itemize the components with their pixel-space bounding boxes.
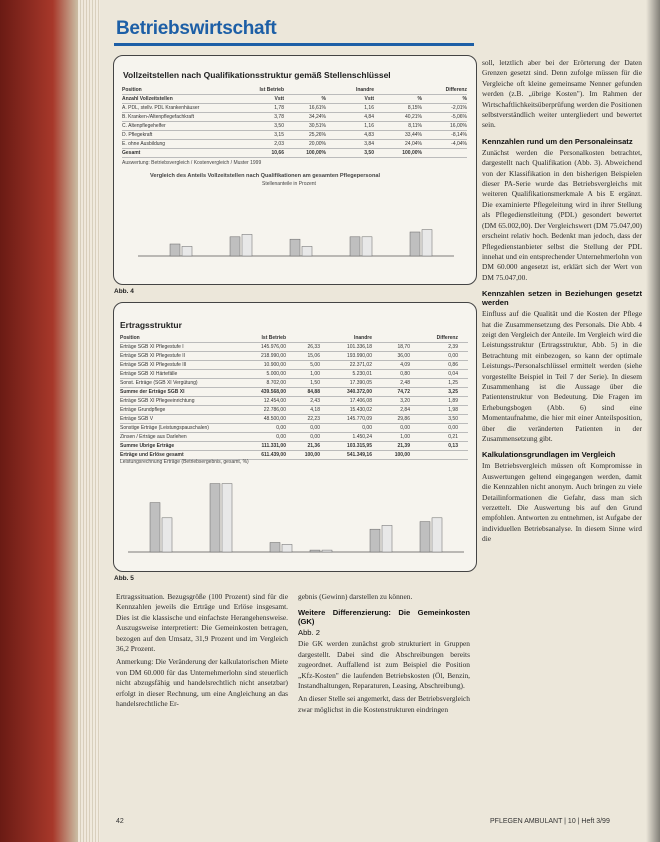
figure-4-source: Auswertung: Betriebsvergleich / Kostenvergleich / Muster 1999	[122, 160, 262, 166]
table-cell: 3,78	[274, 114, 284, 120]
table-cell: 0,00	[448, 425, 458, 431]
table-cell: 1,00	[310, 371, 320, 377]
table-cell: 1,00	[400, 434, 410, 440]
chart-bar	[290, 239, 300, 256]
table-cell: 15.430,02	[349, 407, 372, 413]
table-cell: 439.568,00	[260, 389, 286, 395]
table-row	[120, 433, 468, 442]
chart-bar	[432, 518, 442, 552]
table-cell: 145.770,09	[346, 416, 372, 422]
table-cell: 1,16	[364, 105, 374, 111]
chart-bar	[162, 518, 172, 552]
table-cell: 0,00	[400, 425, 410, 431]
table-cell: 18,70	[397, 344, 410, 350]
table-cell: 2,84	[400, 407, 410, 413]
table-cell: 193.990,00	[346, 353, 372, 359]
col3-lead: soll, letztlich aber bei der Erörterung der Daten Grenzen gesetzt sind. Denn zufolge müssen für die Vergleiche oft kleine gemeinsame Nenner gefunden werden (z.B. „übrige Kosten"). Im Rahmen der Wirtschaftlichkeitsüberprüfung werden die Positionen selbstverständlich weiter untergliedert und bewertet sein.	[482, 58, 642, 130]
table-cell: Vstt	[274, 96, 284, 102]
table-cell: E. ohne Ausbildung	[122, 141, 166, 147]
figure-5-label: Abb. 5	[114, 575, 134, 582]
table-cell: 4,83	[364, 132, 374, 138]
table-cell: Gesamt	[122, 150, 141, 156]
table-cell: 0,21	[448, 434, 458, 440]
table-cell: B. Kranken-/Altenpflegefachkraft	[122, 114, 194, 120]
table-cell: Erträge SGB V	[120, 416, 154, 422]
table-cell: 74,72	[397, 389, 410, 395]
table-row	[120, 343, 468, 352]
table-cell: 3,20	[400, 398, 410, 404]
table-cell: 5.230,01	[352, 371, 372, 377]
col1-para-2: Anmerkung: Die Veränderung der kalkulatorischen Miete von DM 60.000 für das Unternehmerlohn sind steuerlich nicht abzugsfähig und handelsrechtlich nicht ansetzbar) erfolgt in dieser Rechnung, um eine Angleichung an das handelsrechtliche Er-	[116, 657, 288, 709]
table-cell: 20,00%	[309, 141, 326, 147]
table-cell: 16,00%	[450, 123, 467, 129]
table-row	[122, 104, 467, 113]
table-cell: 8,15%	[407, 105, 422, 111]
table-cell: Erträge Grundpflege	[120, 407, 166, 413]
col3-heading-1: Kennzahlen rund um den Personaleinsatz	[482, 136, 633, 146]
table-cell: 3,15	[274, 132, 284, 138]
table-cell: Erträge SGB XI Pflegestufe II	[120, 353, 186, 359]
section-title: Betriebswirtschaft	[116, 18, 277, 39]
header-rule	[114, 43, 474, 46]
table-cell: 25,26%	[309, 132, 326, 138]
table-row	[120, 352, 468, 361]
figure-4-table	[122, 86, 467, 158]
table-cell: 100,00	[304, 452, 320, 458]
table-cell: 0,00	[310, 434, 320, 440]
chart-bar	[350, 237, 360, 256]
table-row	[120, 370, 468, 379]
table-cell: 16,61%	[309, 105, 326, 111]
table-cell: 8,11%	[408, 123, 422, 129]
table-cell: Position	[120, 335, 140, 341]
table-cell: 3,25	[448, 389, 458, 395]
table-cell: 0,00	[362, 425, 372, 431]
table-cell: C. Altenpflegehelfer	[122, 123, 166, 129]
figure-4-chart-title: Vergleich des Anteils Vollzeitstellen nach Qualifikationen am gesamten Pflegepersonal	[150, 173, 381, 179]
chart-bar	[420, 522, 430, 552]
chart-bar	[242, 234, 252, 256]
table-cell: 0,04	[448, 371, 458, 377]
table-cell: Position	[122, 87, 142, 93]
table-cell: 1,98	[448, 407, 458, 413]
table-cell: 1,16	[364, 123, 374, 129]
figure-5-chart	[120, 470, 470, 566]
table-cell: 2,03	[274, 141, 284, 147]
table-cell: 15,06	[307, 353, 320, 359]
table-cell: Differenz	[445, 87, 467, 93]
table-cell: D. Pflegekraft	[122, 132, 153, 138]
table-cell: Summe Übrige Erträge	[120, 443, 175, 449]
table-row	[122, 131, 467, 140]
table-cell: 17.406,08	[349, 398, 372, 404]
figure-4-label: Abb. 4	[114, 288, 134, 295]
table-cell: 1,89	[448, 398, 458, 404]
table-row	[120, 334, 468, 343]
col1-para-1: Ertragssituation. Bezugsgröße (100 Prozent) sind für die Kennzahlen jeweils die Erträge und Erlöse insgesamt. Dies ist die klassische und einfachste Herangehensweise. Auszugsweise interpretiert: Die Gemeinkosten betragen, bezogen auf den Umsatz, 31,9 Prozent und im Vergleich 36,2 Prozent.	[116, 592, 288, 654]
table-cell: 8.702,00	[266, 380, 286, 386]
table-cell: 1,50	[310, 380, 320, 386]
figure-5-note: Leistungsrechnung Erträge (Betriebsergebnis, gesamt, %)	[120, 459, 249, 465]
table-cell: Sonstige Erträge (Leistungspauschalen)	[120, 425, 209, 431]
chart-bar	[410, 232, 420, 256]
table-cell: 29,86	[397, 416, 410, 422]
table-cell: Inandre	[355, 87, 374, 93]
table-cell: Inandre	[353, 335, 372, 341]
table-cell: -8,14%	[451, 132, 467, 138]
table-row	[120, 442, 468, 451]
table-row	[122, 140, 467, 149]
col3-para-3: Im Betriebsvergleich müssen oft Kompromisse in Auswertungen geltend eingegangen werden, damit die Kennzahlen nicht anonym. Auch bringen zu viele Detailinformationen die Gefahr, dass man sich verzettelt. Die Auswertung bis auf den Grund empfohlen. Antworten zu entnehmen, ist Aufgabe der individuellen Betriebsanalyse. In diesem Sinne wird die	[482, 461, 642, 544]
table-cell: 111.331,00	[261, 443, 286, 449]
table-row	[122, 122, 467, 131]
article-column-2	[298, 592, 470, 718]
table-row	[120, 388, 468, 397]
page-number: 42	[116, 818, 124, 825]
chart-bar	[270, 543, 280, 553]
figure-5-table	[120, 334, 468, 460]
table-cell: 33,44%	[405, 132, 422, 138]
table-cell: 3,84	[364, 141, 374, 147]
chart-bar	[150, 503, 160, 552]
table-cell: 100,00%	[306, 150, 326, 156]
table-row	[120, 379, 468, 388]
table-cell: 340.372,00	[346, 389, 372, 395]
table-cell: 2,48	[400, 380, 410, 386]
table-cell: 10.900,00	[263, 362, 286, 368]
table-cell: 12.454,00	[263, 398, 286, 404]
table-cell: 84,88	[307, 389, 320, 395]
table-cell: Vstt	[364, 96, 374, 102]
chart-bar	[210, 484, 220, 552]
table-cell: Sonst. Erträge (SGB XI Vergütung)	[120, 380, 198, 386]
table-cell: %	[417, 96, 422, 102]
table-row	[120, 406, 468, 415]
table-row	[122, 149, 467, 158]
table-cell: Summe der Erträge SGB XI	[120, 389, 185, 395]
table-cell: 24,04%	[405, 141, 422, 147]
table-cell: Ist Betrieb	[259, 87, 284, 93]
table-cell: Differenz	[436, 335, 458, 341]
table-cell: 5,00	[310, 362, 320, 368]
col2-heading: Weitere Differenzierung: Die Gemeinkosten (GK)	[298, 608, 470, 627]
table-cell: 0,80	[400, 371, 410, 377]
table-cell: 2,39	[448, 344, 458, 350]
table-cell: 541.349,16	[346, 452, 372, 458]
journal-footer: PFLEGEN AMBULANT | 10 | Heft 3/99	[490, 818, 610, 825]
table-row	[120, 361, 468, 370]
chart-bar	[422, 230, 432, 256]
table-cell: Erträge SGB XI Pflegeeinrichtung	[120, 398, 195, 404]
chart-bar	[382, 525, 392, 552]
table-cell: 0,00	[276, 434, 286, 440]
table-cell: -5,06%	[451, 114, 467, 120]
table-cell: Erträge SGB XI Pflegestufe I	[120, 344, 184, 350]
table-cell: 40,21%	[405, 114, 422, 120]
chart-bar	[282, 544, 292, 552]
table-cell: 0,00	[448, 353, 458, 359]
table-cell: %	[462, 96, 467, 102]
table-cell: 26,33	[307, 344, 320, 350]
chart-bar	[182, 246, 192, 256]
chart-bar	[322, 550, 332, 552]
table-cell: Erträge und Erlöse gesamt	[120, 452, 184, 458]
table-cell: -2,01%	[451, 105, 467, 111]
table-cell: Anzahl Vollzeitstellen	[122, 96, 173, 102]
table-cell: 0,00	[276, 425, 286, 431]
table-cell: 1.450,24	[352, 434, 372, 440]
col2-para-2: An dieser Stelle sei angemerkt, dass der Betriebsvergleich zwar möglichst in die Kostenstrukturen eindringen	[298, 694, 470, 714]
table-cell: 3,50	[448, 416, 458, 422]
table-cell: 145.976,00	[260, 344, 286, 350]
table-cell: 0,13	[448, 443, 458, 449]
col2-lead: gebnis (Gewinn) darstellen zu können.	[298, 592, 413, 601]
table-cell: 218.990,00	[260, 353, 286, 359]
table-cell: 17.390,05	[349, 380, 372, 386]
table-cell: 48.500,00	[263, 416, 286, 422]
table-cell: 22.371,02	[349, 362, 372, 368]
table-row	[122, 113, 467, 122]
table-cell: 101.336,18	[346, 344, 372, 350]
figure-4-chart-subtitle: Stellenanteile in Prozent	[262, 181, 316, 187]
table-cell: 30,51%	[309, 123, 326, 129]
table-cell: 103.315,95	[346, 443, 372, 449]
figure-4-title: Vollzeitstellen nach Qualifikationsstruktur gemäß Stellenschlüssel	[123, 70, 391, 80]
table-row	[122, 95, 467, 104]
article-column-1	[116, 592, 288, 712]
col3-para-1: Zunächst werden die Personalkosten betrachtet, dargestellt nach Qualifikation (Abb. 3). Abweichend von der Klassifikation in den bisherigen Beispielen dieser PA-Serie wurde das Betriebsvergleichs mit weiteren Qualifikationsmerkmale A bis E ergänzt. Die examinierte Pflegeleitung wird in ihrer Stellung als Pflegedienstleitung (PDL) gesondert bewertet (DM 65.002,00). Der Vergleichswert (DM 75.047,00) erscheint relativ hoch. Bedenkt man jedoch, dass der Pflegedienstanbieter selbst die Stellung der PDL innehat und ein entsprechender Unternehmerlohn von DM 60.000 angesetzt ist, erklärt sich der Wert von DM 75.047,00.	[482, 147, 642, 282]
table-cell: 611.439,00	[261, 452, 286, 458]
table-row	[122, 86, 467, 95]
col3-para-2: Einfluss auf die Qualität und die Kosten der Pflege hat die Zusammensetzung des Personals. Die Abb. 4 zeigt den Vergleich der Anteile. Im Vergleich wird die Leistungsstruktur (Ertragsstruktur, Abb. 5) in die Betrachtung mit einbezogen, so kann der optimale Leistungs-/Personalschlüssel ermittelt werden (siehe vorgestellte Beispiel in Teil 7 der Serie). In diesem Zusammenhang ist die Aussage über die Patientenstruktur von Bedeutung. Die Fragen im Erhebungsbogen (Abb. 6) sind eine Momentaufnahme, die hier mit einer Anteilsposition, über die veränderten Patienten in der Zusammensetzung gibt.	[482, 309, 642, 443]
table-cell: 100,00	[394, 452, 410, 458]
figure-4-chart	[130, 188, 460, 270]
table-cell: 3,50	[274, 123, 284, 129]
table-cell: 34,24%	[309, 114, 326, 120]
chart-bar	[362, 237, 372, 256]
table-cell: Erträge SGB XI Härtefälle	[120, 371, 178, 377]
col2-subheading: Abb. 2	[298, 628, 320, 638]
table-cell: 21,39	[397, 443, 410, 449]
table-cell: 1,78	[274, 105, 284, 111]
table-cell: A. PDL, stellv. PDL Krankenhäuser	[122, 105, 200, 111]
chart-bar	[170, 244, 180, 256]
table-cell: 36,00	[397, 353, 410, 359]
table-cell: Zinsen / Erträge aus Darlehen	[120, 434, 187, 440]
chart-bar	[310, 550, 320, 552]
col3-heading-2: Kennzahlen setzen in Beziehungen gesetzt werden	[482, 289, 642, 308]
chart-bar	[302, 246, 312, 256]
col2-para-1: Die GK werden zunächst grob strukturiert in Gruppen dargestellt. Dabei sind die Abschreibungen bereits zugeordnet. Auffallend ist zum Beispiel die Position „Kfz-Kosten" die laufenden Betriebskosten (Öl, Benzin, Instandhaltungen, Reparaturen, Leasing, Abschreibung).	[298, 639, 470, 691]
figure-5-title: Ertragsstruktur	[120, 320, 182, 330]
chart-bar	[222, 484, 232, 552]
article-column-3	[482, 58, 642, 548]
table-cell: 100,00%	[402, 150, 422, 156]
table-cell: Erträge SGB XI Pflegestufe III	[120, 362, 187, 368]
chart-bar	[370, 529, 380, 552]
table-cell: 21,36	[307, 443, 320, 449]
table-row	[120, 424, 468, 433]
table-cell: 4,09	[400, 362, 410, 368]
chart-bar	[230, 237, 240, 256]
table-cell: 0,00	[310, 425, 320, 431]
table-cell: Ist Betrieb	[261, 335, 286, 341]
table-cell: 5.000,00	[266, 371, 286, 377]
table-cell: 0,86	[448, 362, 458, 368]
table-cell: 10,66	[271, 150, 284, 156]
table-cell: 2,43	[310, 398, 320, 404]
table-row	[120, 415, 468, 424]
table-cell: 1,25	[448, 380, 458, 386]
table-cell: 4,18	[310, 407, 320, 413]
col3-heading-3: Kalkulationsgrundlagen im Vergleich	[482, 450, 616, 460]
table-cell: %	[321, 96, 326, 102]
table-cell: 4,84	[364, 114, 374, 120]
table-cell: -4,04%	[451, 141, 467, 147]
page-edges	[78, 0, 100, 842]
page-shadow	[646, 0, 660, 842]
table-cell: 22,23	[307, 416, 320, 422]
table-row	[120, 397, 468, 406]
table-cell: 3,50	[364, 150, 374, 156]
table-cell: 22.786,00	[263, 407, 286, 413]
